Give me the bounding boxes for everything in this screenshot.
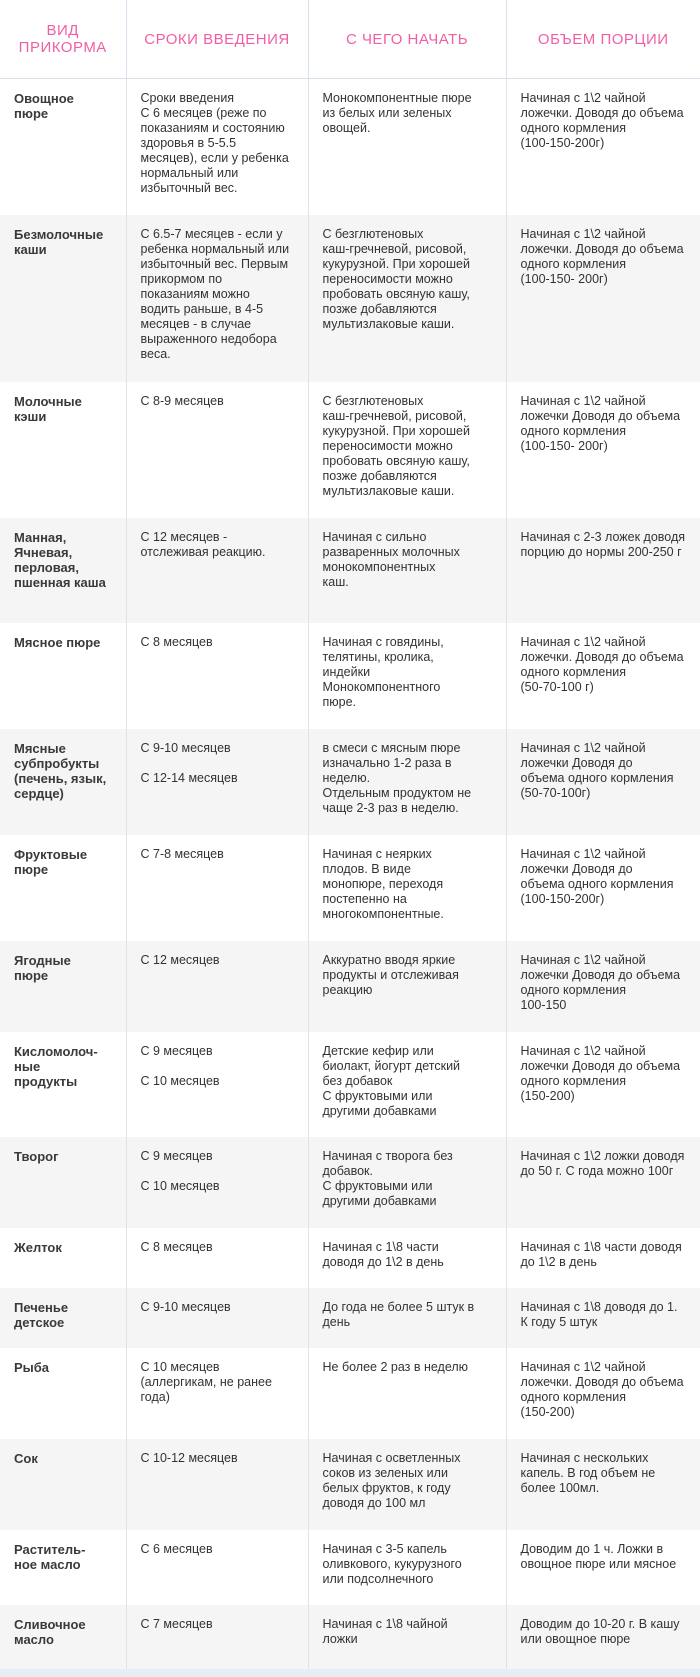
row-timing: С 8-9 месяцев	[126, 382, 308, 518]
table-row	[0, 1530, 700, 1605]
table-row	[0, 941, 700, 1032]
row-timing: С 6.5-7 месяцев - если у ребенка нормальный или избыточный вес. Первым прикормом по показаниям можно водить раньше, в 4-5 месяцев - в случае выраженного недобора веса.	[126, 215, 308, 382]
table-row	[0, 623, 700, 729]
row-timing: С 9-10 месяцев С 12-14 месяцев	[126, 729, 308, 835]
row-portion: Начиная с 1\2 чайной ложечки Доводя до объема одного кормления (150-200)	[506, 1032, 700, 1137]
header-start-with: С ЧЕГО НАЧАТЬ	[308, 0, 506, 79]
row-start-with: Не более 2 раз в неделю	[308, 1348, 506, 1439]
row-portion: Начиная с 1\2 чайной ложечки. Доводя до объема одного кормления (100-150-200г)	[506, 79, 700, 215]
row-timing: С 6 месяцев	[126, 1530, 308, 1605]
row-portion: Начиная с 1\8 части доводя до 1\2 в день	[506, 1228, 700, 1288]
row-start-with: С безглютеновых каш-гречневой, рисовой, кукурузной. При хорошей переносимости можно пробовать овсяную кашу, позже добавляются мультизлаковые каши.	[308, 215, 506, 382]
row-timing: С 9 месяцев С 10 месяцев	[126, 1137, 308, 1228]
row-portion: Начиная с 1\2 ложки доводя до 50 г. С года можно 100г	[506, 1137, 700, 1228]
header-timing: СРОКИ ВВЕДЕНИЯ	[126, 0, 308, 79]
header-food-type: ВИД ПРИКОРМА	[0, 0, 126, 79]
row-start-with: Детские кефир или биолакт, йогурт детский без добавок С фруктовыми или другими добавками	[308, 1032, 506, 1137]
row-start-with: Начиная с творога без добавок. С фруктовыми или другими добавками	[308, 1137, 506, 1228]
row-portion: Доводим до 1 ч. Ложки в овощное пюре или мясное	[506, 1530, 700, 1605]
table-header-row	[0, 0, 700, 79]
row-timing: С 9-10 месяцев	[126, 1288, 308, 1348]
row-start-with: До года не более 5 штук в день	[308, 1288, 506, 1348]
row-food-name: Мясные субпробукты (печень, язык, сердце)	[0, 729, 126, 835]
header-portion-size: ОБЪЕМ ПОРЦИИ	[506, 0, 700, 79]
row-food-name: Манная, Ячневая, перловая, пшенная каша	[0, 518, 126, 623]
row-food-name: Рыба	[0, 1348, 126, 1439]
row-timing: С 7-8 месяцев	[126, 835, 308, 941]
row-start-with: Начиная с 1\8 чайной ложки	[308, 1605, 506, 1671]
row-timing: С 7 месяцев	[126, 1605, 308, 1671]
row-timing: С 10 месяцев (аллергикам, не ранее года)	[126, 1348, 308, 1439]
table-row	[0, 1439, 700, 1530]
row-timing: С 9 месяцев С 10 месяцев	[126, 1032, 308, 1137]
row-portion: Начиная с 1\2 чайной ложечки. Доводя до объема одного кормления (100-150- 200г)	[506, 215, 700, 382]
row-food-name: Мясное пюре	[0, 623, 126, 729]
table-row	[0, 729, 700, 835]
row-food-name: Раститель- ное масло	[0, 1530, 126, 1605]
row-portion: Начиная с 1\2 чайной ложечки. Доводя до объема одного кормления (150-200)	[506, 1348, 700, 1439]
row-food-name: Печенье детское	[0, 1288, 126, 1348]
row-food-name: Фруктовые пюре	[0, 835, 126, 941]
row-portion: Начиная с 1\2 чайной ложечки Доводя до объема одного кормления 100-150	[506, 941, 700, 1032]
row-food-name: Творог	[0, 1137, 126, 1228]
row-food-name: Кисломолоч- ные продукты	[0, 1032, 126, 1137]
table-row	[0, 1605, 700, 1671]
row-start-with: Начиная с 1\8 части доводя до 1\2 в день	[308, 1228, 506, 1288]
row-timing: С 12 месяцев	[126, 941, 308, 1032]
table-row	[0, 1348, 700, 1439]
row-timing: С 12 месяцев - отслеживая реакцию.	[126, 518, 308, 623]
row-portion: Начиная с 2-3 ложек доводя порцию до нормы 200-250 г	[506, 518, 700, 623]
row-start-with: в смеси с мясным пюре изначально 1-2 раза в неделю. Отдельным продуктом не чаще 2-3 раз в неделю.	[308, 729, 506, 835]
row-food-name: Безмолочные каши	[0, 215, 126, 382]
row-start-with: Аккуратно вводя яркие продукты и отслеживая реакцию	[308, 941, 506, 1032]
row-timing: Сроки введения С 6 месяцев (реже по показаниям и состоянию здоровья в 5-5.5 месяцев), если у ребенка нормальный или избыточный вес.	[126, 79, 308, 215]
row-portion: Начиная с 1\2 чайной ложечки Доводя до объема одного кормления (100-150-200г)	[506, 835, 700, 941]
table-row	[0, 79, 700, 215]
row-start-with: Начиная с 3-5 капель оливкового, кукурузного или подсолнечного	[308, 1530, 506, 1605]
row-start-with: Начиная с неярких плодов. В виде монопюре, переходя постепенно на многокомпонентные.	[308, 835, 506, 941]
row-portion: Начиная с 1\2 чайной ложечки. Доводя до объема одного кормления (50-70-100 г)	[506, 623, 700, 729]
table-row	[0, 382, 700, 518]
row-start-with: С безглютеновых каш-гречневой, рисовой, кукурузной. При хорошей переносимости можно пробовать овсяную кашу, позже добавляются мультизлаковые каши.	[308, 382, 506, 518]
table-row	[0, 1228, 700, 1288]
row-portion: Доводим до 10-20 г. В кашу или овощное пюре	[506, 1605, 700, 1671]
row-start-with: Начиная с говядины, телятины, кролика, индейки Монокомпонентного пюре.	[308, 623, 506, 729]
row-food-name: Желток	[0, 1228, 126, 1288]
table-row	[0, 1032, 700, 1137]
row-portion: Начиная с 1\8 доводя до 1. К году 5 штук	[506, 1288, 700, 1348]
bottom-border-strip	[0, 1669, 700, 1677]
row-timing: С 10-12 месяцев	[126, 1439, 308, 1530]
row-portion: Начиная с нескольких капель. В год объем не более 100мл.	[506, 1439, 700, 1530]
table-row	[0, 1288, 700, 1348]
row-food-name: Овощное пюре	[0, 79, 126, 215]
row-start-with: Монокомпонентные пюре из белых или зеленых овощей.	[308, 79, 506, 215]
row-start-with: Начиная с осветленных соков из зеленых или белых фруктов, к году доводя до 100 мл	[308, 1439, 506, 1530]
row-food-name: Сок	[0, 1439, 126, 1530]
table-row	[0, 518, 700, 623]
table-row	[0, 835, 700, 941]
row-portion: Начиная с 1\2 чайной ложечки Доводя до объема одного кормления (50-70-100г)	[506, 729, 700, 835]
row-food-name: Сливочное масло	[0, 1605, 126, 1671]
row-timing: С 8 месяцев	[126, 1228, 308, 1288]
row-portion: Начиная с 1\2 чайной ложечки Доводя до объема одного кормления (100-150- 200г)	[506, 382, 700, 518]
row-food-name: Ягодные пюре	[0, 941, 126, 1032]
row-timing: С 8 месяцев	[126, 623, 308, 729]
table-row	[0, 215, 700, 382]
row-start-with: Начиная с сильно разваренных молочных монокомпонентных каш.	[308, 518, 506, 623]
table-row	[0, 1137, 700, 1228]
row-food-name: Молочные кэши	[0, 382, 126, 518]
